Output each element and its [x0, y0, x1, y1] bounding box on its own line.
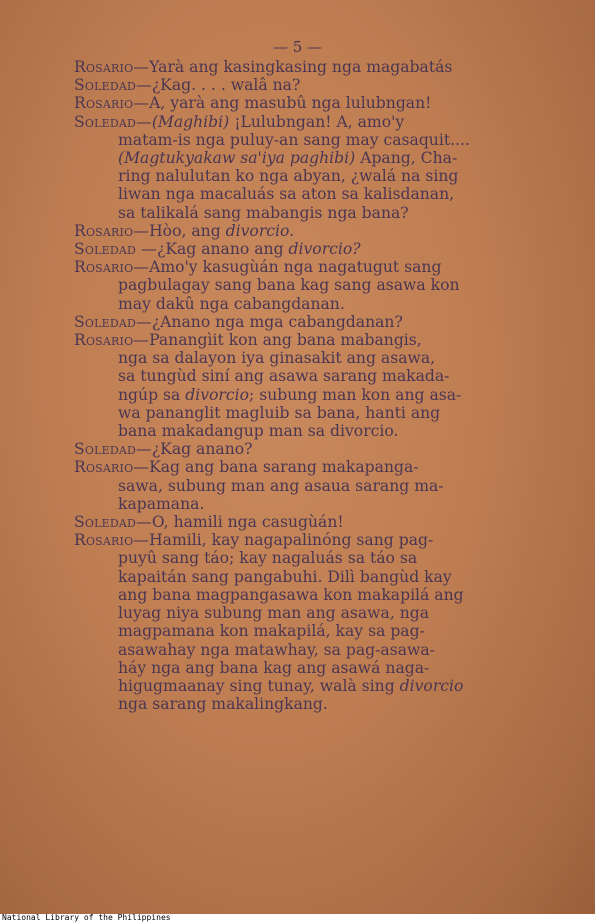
text-line: [74, 295, 520, 313]
text-line: [74, 76, 520, 94]
dialogue-entry: [74, 94, 520, 112]
line-text: Hamili, kay nagapalinóng sang pag-: [149, 531, 434, 550]
text-line: [74, 349, 520, 367]
text-line: [74, 440, 520, 458]
speaker-name: Rosario—: [74, 458, 150, 477]
text-line: [74, 677, 520, 695]
line-text: bana makadangup man sa divorcio.: [118, 422, 399, 441]
line-text: luyag niya subung man ang asawa, nga: [118, 604, 430, 623]
line-text: ¿Kag anano ang: [156, 240, 289, 259]
text-line: [74, 404, 520, 422]
speaker-name: Soledad—: [74, 440, 152, 459]
speaker-name: Rosario—: [74, 531, 150, 550]
italic-text: (Magtukyakaw sa'iya paghibi): [118, 149, 356, 168]
speaker-name: Soledad—: [74, 513, 152, 532]
line-text: sawa, subung man ang asaua sarang ma-: [118, 476, 444, 495]
text-line: [74, 258, 520, 276]
text-line: [74, 458, 520, 476]
text-line: [74, 167, 520, 185]
text-line: [74, 113, 520, 131]
library-credit: National Library of the Philippines: [2, 913, 171, 922]
line-text: matam-is nga puluy-an sang may casaquit....: [118, 130, 470, 149]
text-line: [74, 185, 520, 203]
text-line: [74, 313, 520, 331]
line-text: Apang, Cha-: [355, 149, 458, 168]
line-text: wa pananglit magluib sa bana, hanti ang: [118, 403, 441, 422]
speaker-name: Rosario—: [74, 258, 150, 277]
dialogue-entry: [74, 513, 520, 531]
text-line: [74, 513, 520, 531]
text-line: [74, 495, 520, 513]
speaker-name: Soledad—: [74, 112, 152, 131]
line-text: ¿Anano nga mga cabangdanan?: [151, 312, 403, 331]
text-line: [74, 149, 520, 167]
text-line: [74, 58, 520, 76]
line-text: nga sarang makalingkang.: [118, 695, 328, 714]
text-line: [74, 659, 520, 677]
line-text: A, yarà ang masubû nga lulubngan!: [149, 94, 432, 113]
dialogue-entry: [74, 458, 520, 513]
line-text: Panangìit kon ang bana mabangis,: [149, 331, 422, 350]
italic-text: divorcio: [185, 385, 249, 404]
text-line: [74, 622, 520, 640]
text-line: [74, 222, 520, 240]
line-text: háy nga ang bana kag ang asawá naga-: [118, 658, 430, 677]
italic-text: divorcio: [399, 676, 464, 695]
speaker-name: Rosario—: [74, 221, 150, 240]
text-line: [74, 549, 520, 567]
dialogue-entry: [74, 58, 520, 76]
text-line: [74, 276, 520, 294]
line-text: ¡Lulubngan! A, amo'y: [229, 112, 405, 131]
line-text: pagbulagay sang bana kag sang asawa kon: [118, 276, 460, 295]
line-text: ; subung man kon ang asa-: [249, 385, 462, 404]
text-line: [74, 367, 520, 385]
dialogue-text: [74, 58, 520, 713]
speaker-name: Rosario—: [74, 94, 150, 113]
text-line: [74, 695, 520, 713]
dialogue-entry: [74, 240, 520, 258]
line-text: puyû sang táo; kay nagaluás sa táo sa: [118, 549, 418, 568]
dialogue-entry: [74, 113, 520, 222]
line-text: liwan nga macaluás sa aton sa kalisdanan,: [118, 185, 455, 204]
text-line: [74, 568, 520, 586]
line-text: ¿Kag. . . . walâ na?: [151, 76, 301, 95]
speaker-name: Soledad—: [74, 76, 152, 95]
dialogue-entry: [74, 440, 520, 458]
line-text: Hòo, ang: [149, 221, 226, 240]
text-line: [74, 531, 520, 549]
dialogue-entry: [74, 222, 520, 240]
line-text: Yarà ang kasingkasing nga magabatás: [149, 58, 453, 76]
text-line: [74, 422, 520, 440]
line-text: ¿Kag anano?: [151, 440, 253, 459]
dialogue-entry: [74, 76, 520, 94]
text-line: [74, 131, 520, 149]
dialogue-entry: [74, 531, 520, 713]
text-line: [74, 477, 520, 495]
italic-text: divorcio.: [225, 221, 295, 240]
line-text: Amo'y kasugùán nga nagatugut sang: [149, 258, 442, 277]
line-text: sa talikalá sang mabangis nga bana?: [118, 203, 409, 222]
italic-text: (Maghibi): [151, 112, 230, 131]
speaker-name: Soledad—: [74, 312, 152, 331]
line-text: Kag ang bana sarang makapanga-: [149, 458, 419, 477]
text-line: [74, 586, 520, 604]
dialogue-entry: [74, 331, 520, 440]
text-line: [74, 604, 520, 622]
line-text: sa tungùd siní ang asawa sarang makada-: [118, 367, 450, 386]
line-text: magpamana kon makapilá, kay sa pag-: [118, 622, 425, 641]
line-text: nga sa dalayon iya ginasakit ang asawa,: [118, 349, 436, 368]
dialogue-entry: [74, 258, 520, 313]
text-line: [74, 641, 520, 659]
line-text: asawahay nga matawhay, sa pag-asawa-: [118, 640, 435, 659]
speaker-name: Rosario—: [74, 331, 150, 350]
text-line: [74, 331, 520, 349]
line-text: kapaitán sang pangabuhi. Dilì bangùd kay: [118, 567, 452, 586]
page-number: — 5 —: [272, 38, 323, 56]
line-text: ring nalulutan ko nga abyan, ¿walá na sing: [118, 167, 459, 186]
italic-text: divorcio?: [288, 240, 361, 259]
line-text: may dakû nga cabangdanan.: [118, 294, 345, 313]
line-text: ngúp sa: [118, 385, 186, 404]
line-text: higugmaanay sing tunay, walà sing: [118, 676, 400, 695]
speaker-name: Soledad —: [74, 240, 157, 259]
text-line: [74, 386, 520, 404]
text-line: [74, 240, 520, 258]
line-text: O, hamili nga casugùán!: [151, 513, 344, 532]
text-line: [74, 94, 520, 112]
line-text: kapamana.: [118, 494, 205, 513]
text-line: [74, 204, 520, 222]
line-text: ang bana magpangasawa kon makapilá ang: [118, 585, 464, 604]
dialogue-entry: [74, 313, 520, 331]
speaker-name: Rosario—: [74, 58, 150, 76]
